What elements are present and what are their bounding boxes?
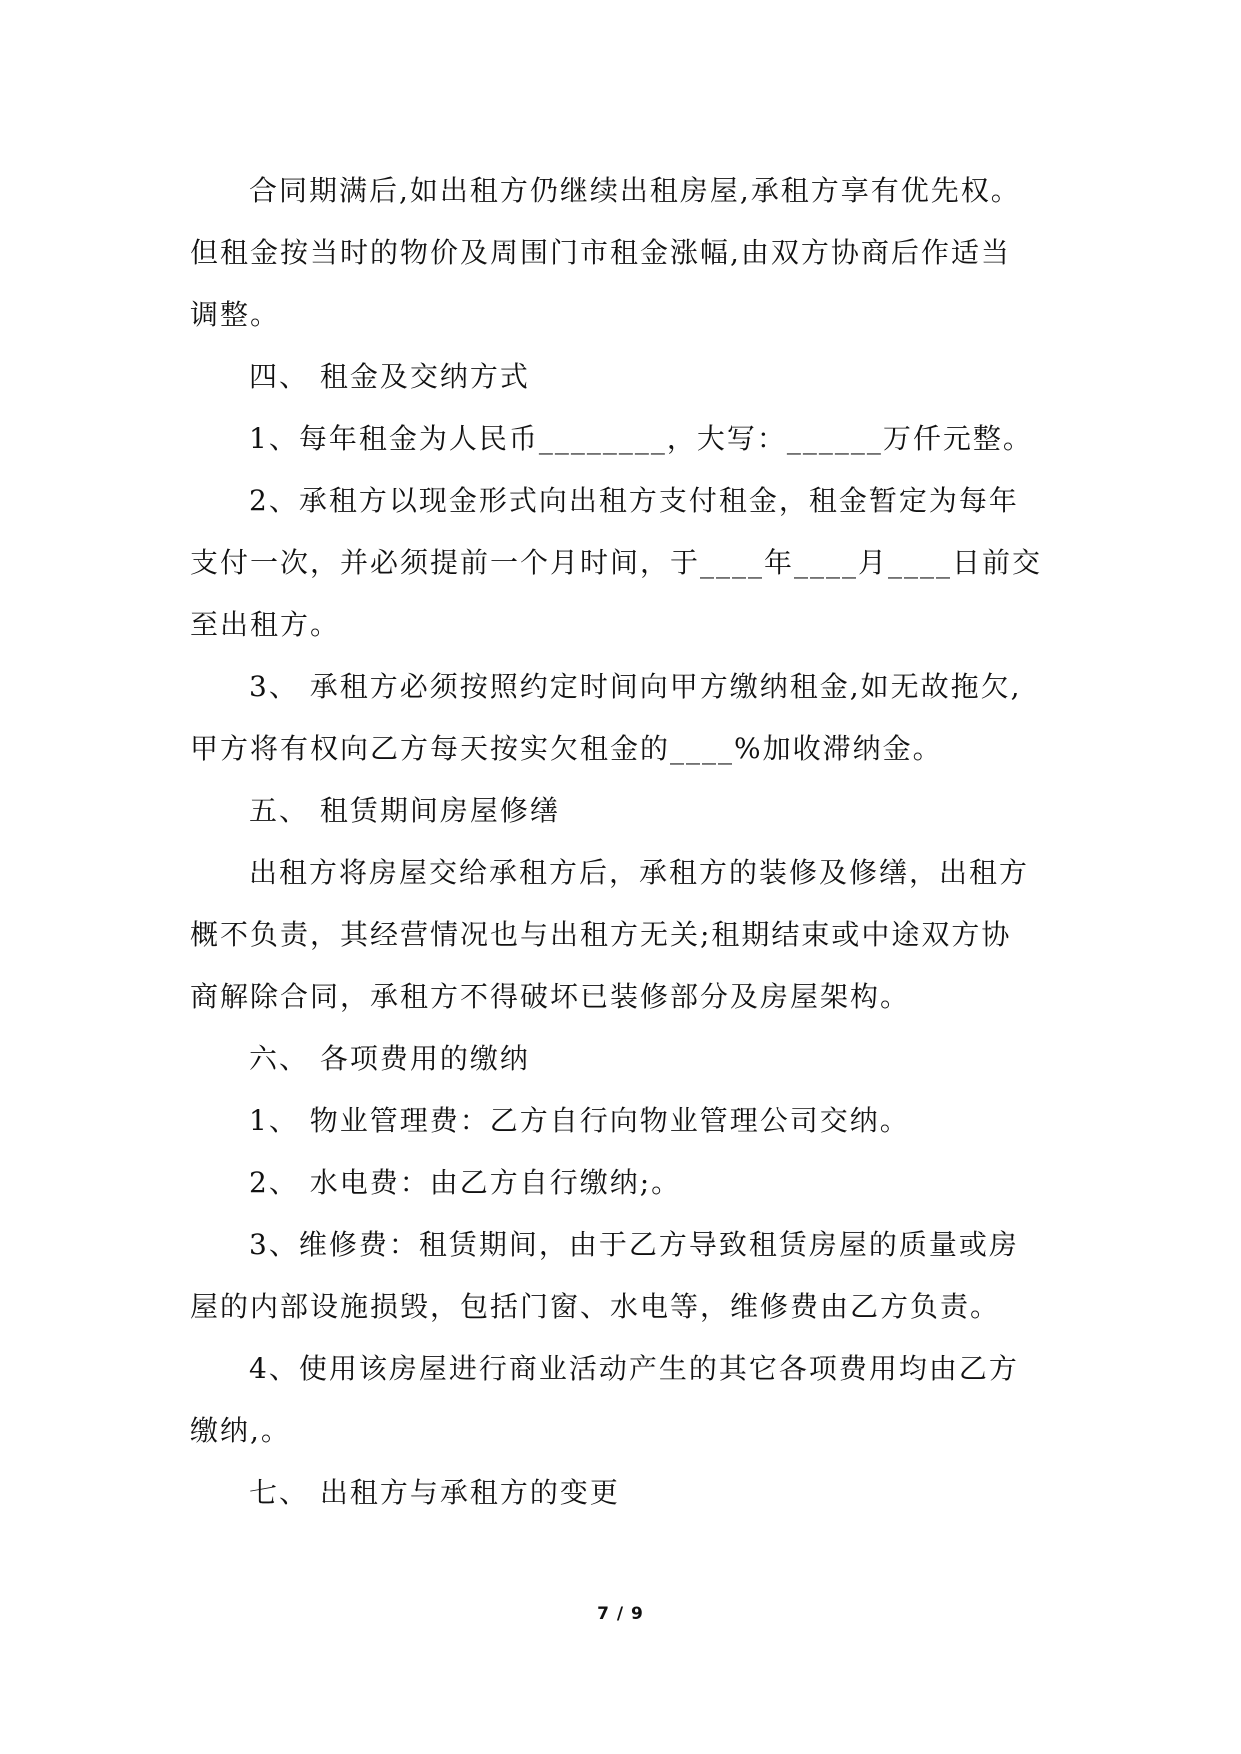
- paragraph-line: 调整。: [190, 298, 281, 331]
- paragraph-line: 合同期满后,如出租方仍继续出租房屋,承租方享有优先权。: [249, 174, 1021, 207]
- page-number: 7 / 9: [597, 1604, 644, 1624]
- paragraph-line: 2、 水电费：由乙方自行缴纳;。: [249, 1166, 682, 1199]
- paragraph-line: 缴纳,。: [190, 1414, 291, 1447]
- contract-body: [190, 160, 1070, 1524]
- paragraph-line: 甲方将有权向乙方每天按实欠租金的____%加收滞纳金。: [190, 732, 943, 765]
- section-heading: 七、 出租方与承租方的变更: [249, 1476, 620, 1509]
- paragraph-line: 4、使用该房屋进行商业活动产生的其它各项费用均由乙方: [249, 1352, 1019, 1385]
- paragraph-line: 至出租方。: [190, 608, 341, 641]
- paragraph-line: 1、每年租金为人民币________，大写：______万仟元整。: [249, 422, 1033, 455]
- paragraph-line: 3、 承租方必须按照约定时间向甲方缴纳租金,如无故拖欠,: [249, 670, 1022, 703]
- section-heading: 六、 各项费用的缴纳: [249, 1042, 530, 1075]
- section-heading: 五、 租赁期间房屋修缮: [249, 794, 560, 827]
- paragraph-line: 支付一次，并必须提前一个月时间，于____年____月____日前交: [190, 546, 1043, 579]
- paragraph-line: 屋的内部设施损毁，包括门窗、水电等，维修费由乙方负责。: [190, 1290, 1001, 1323]
- paragraph-line: 1、 物业管理费：乙方自行向物业管理公司交纳。: [249, 1104, 910, 1137]
- paragraph-line: 商解除合同，承租方不得破坏已装修部分及房屋架构。: [190, 980, 911, 1013]
- paragraph-line: 但租金按当时的物价及周围门市租金涨幅,由双方协商后作适当: [190, 236, 1011, 269]
- paragraph-line: 2、承租方以现金形式向出租方支付租金，租金暂定为每年: [249, 484, 1019, 517]
- paragraph-line: 3、维修费：租赁期间，由于乙方导致租赁房屋的质量或房: [249, 1228, 1019, 1261]
- paragraph-line: 概不负责，其经营情况也与出租方无关;租期结束或中途双方协: [190, 918, 1012, 951]
- paragraph-line: 出租方将房屋交给承租方后，承租方的装修及修缮，出租方: [249, 856, 1030, 889]
- section-heading: 四、 租金及交纳方式: [249, 360, 530, 393]
